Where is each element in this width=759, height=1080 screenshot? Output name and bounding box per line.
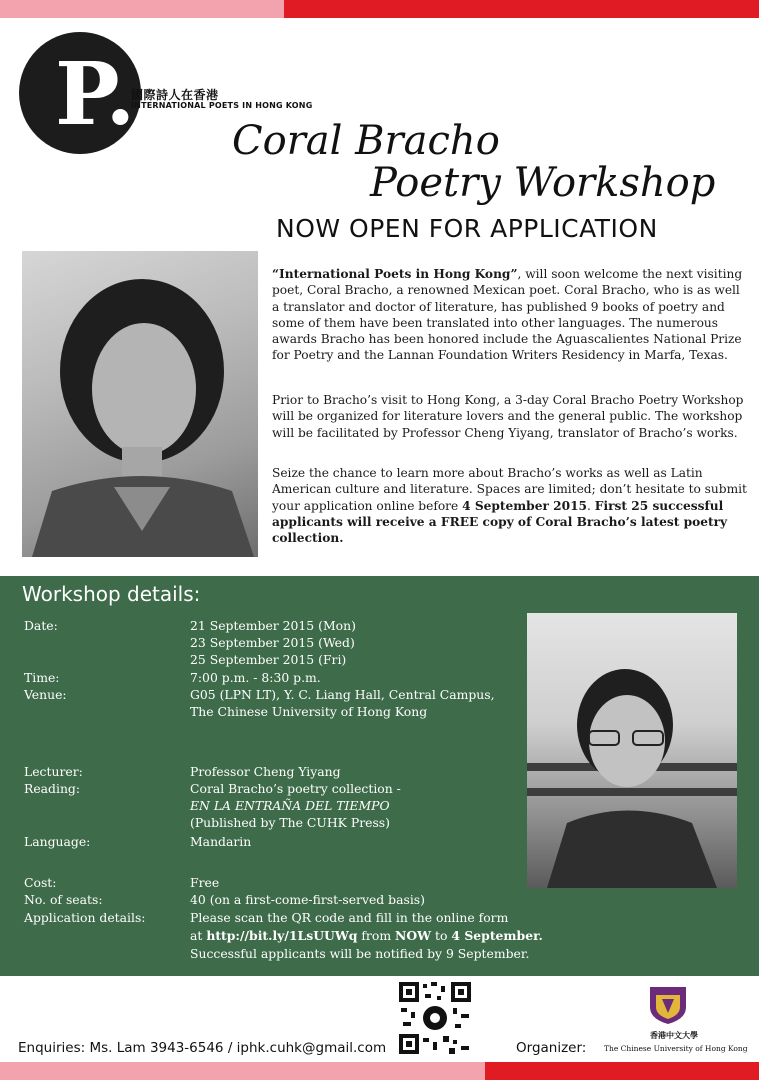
cost-label: Cost: [24, 875, 57, 890]
reading-value-1: Coral Bracho’s poetry collection - [190, 781, 401, 796]
lecturer-value: Professor Cheng Yiyang [190, 764, 341, 779]
seats-value: 40 (on a first-come-first-served basis) [190, 892, 425, 907]
intro-paragraph-3-text: Seize the chance to learn more about Bracho’s works as well as Latin American culture and literature. Spaces are limited; don’t hesitate to submit your application online before [272, 466, 747, 513]
reading-value-3: (Published by The CUHK Press) [190, 815, 391, 830]
logo-chinese-name: 國際詩人在香港 [131, 88, 219, 102]
application-deadline: 4 September. [451, 928, 543, 943]
bottom-accent-bar-red [485, 1062, 759, 1080]
intro-paragraph-3-sep: . [587, 498, 595, 513]
intro-paragraph-1-text: , will soon welcome the next visiting poet, Coral Bracho, a renowned Mexican poet. Coral Bracho, who is as well a translator and doctor of literature, has published 9 books of poetry and some of them have been translated into other languages. The numerous awards Bracho has been honored include the Aguascalientes National Prize for Poetry and the Lannan Foundation Writers Residency in Marfa, Texas. [272, 267, 743, 363]
details-heading: Workshop details: [22, 582, 201, 606]
date-value-3: 25 September 2015 (Fri) [190, 652, 347, 667]
application-at: at [190, 928, 207, 943]
cuhk-english-name: The Chinese University of Hong Kong [604, 1044, 748, 1053]
logo-letter: P. [55, 44, 136, 145]
cuhk-crest-icon [646, 985, 690, 1025]
title-workshop: Poetry Workshop [370, 160, 716, 206]
intro-free-copy-note: First 25 successful applicants will receive a FREE copy of Coral Bracho’s latest poetry collection. [272, 498, 728, 546]
venue-value-2: The Chinese University of Hong Kong [190, 704, 428, 719]
date-value-2: 23 September 2015 (Wed) [190, 635, 355, 650]
title-poet-name: Coral Bracho [232, 118, 500, 164]
intro-deadline: 4 September 2015 [462, 498, 588, 513]
date-label: Date: [24, 618, 58, 633]
lecturer-portrait-photo [527, 613, 737, 888]
cost-value: Free [190, 875, 220, 890]
cuhk-chinese-name: 香港中文大學 [650, 1031, 698, 1040]
intro-paragraph-3 [272, 465, 750, 546]
venue-label: Venue: [24, 687, 67, 702]
poet-portrait-photo [22, 251, 258, 557]
top-accent-bar-pink [0, 0, 284, 18]
reading-book-title: EN LA ENTRAÑA DEL TIEMPO [190, 798, 390, 813]
application-value-1: Please scan the QR code and fill in the online form [190, 910, 509, 925]
bottom-accent-bar-pink [0, 1062, 485, 1080]
logo-english-name: INTERNATIONAL POETS IN HONG KONG [131, 101, 313, 110]
language-label: Language: [24, 834, 91, 849]
time-label: Time: [24, 670, 60, 685]
organizer-label: Organizer: [516, 1040, 587, 1056]
lecturer-label: Lecturer: [24, 764, 83, 779]
application-now: NOW [395, 928, 432, 943]
application-value-2 [190, 928, 543, 944]
application-url-link[interactable]: http://bit.ly/1LsUUWq [206, 928, 358, 943]
qr-code[interactable] [397, 980, 473, 1056]
intro-org-name: “International Poets in Hong Kong” [272, 267, 518, 281]
application-open-heading: NOW OPEN FOR APPLICATION [276, 214, 658, 243]
date-value-1: 21 September 2015 (Mon) [190, 618, 356, 633]
venue-value-1: G05 (LPN LT), Y. C. Liang Hall, Central Campus, [190, 687, 495, 702]
enquiries-contact: Enquiries: Ms. Lam 3943-6546 / iphk.cuhk@gmail.com [18, 1040, 387, 1056]
reading-value-2 [190, 798, 390, 814]
top-accent-bar-red [284, 0, 759, 18]
application-label: Application details: [24, 910, 146, 925]
application-to: to [431, 928, 452, 943]
language-value: Mandarin [190, 834, 252, 849]
time-value: 7:00 p.m. - 8:30 p.m. [190, 670, 321, 685]
reading-label: Reading: [24, 781, 81, 796]
intro-paragraph-2: Prior to Bracho’s visit to Hong Kong, a 3-day Coral Bracho Poetry Workshop will be organized for literature lovers and the general public. The workshop will be facilitated by Professor Cheng Yiyang, translator of Bracho’s works. [272, 393, 744, 440]
application-value-3: Successful applicants will be notified by 9 September. [190, 946, 530, 961]
workshop-details-panel [0, 576, 759, 976]
iphk-logo [19, 32, 141, 154]
intro-paragraph-1 [272, 266, 750, 364]
application-from: from [357, 928, 396, 943]
seats-label: No. of seats: [24, 892, 103, 907]
